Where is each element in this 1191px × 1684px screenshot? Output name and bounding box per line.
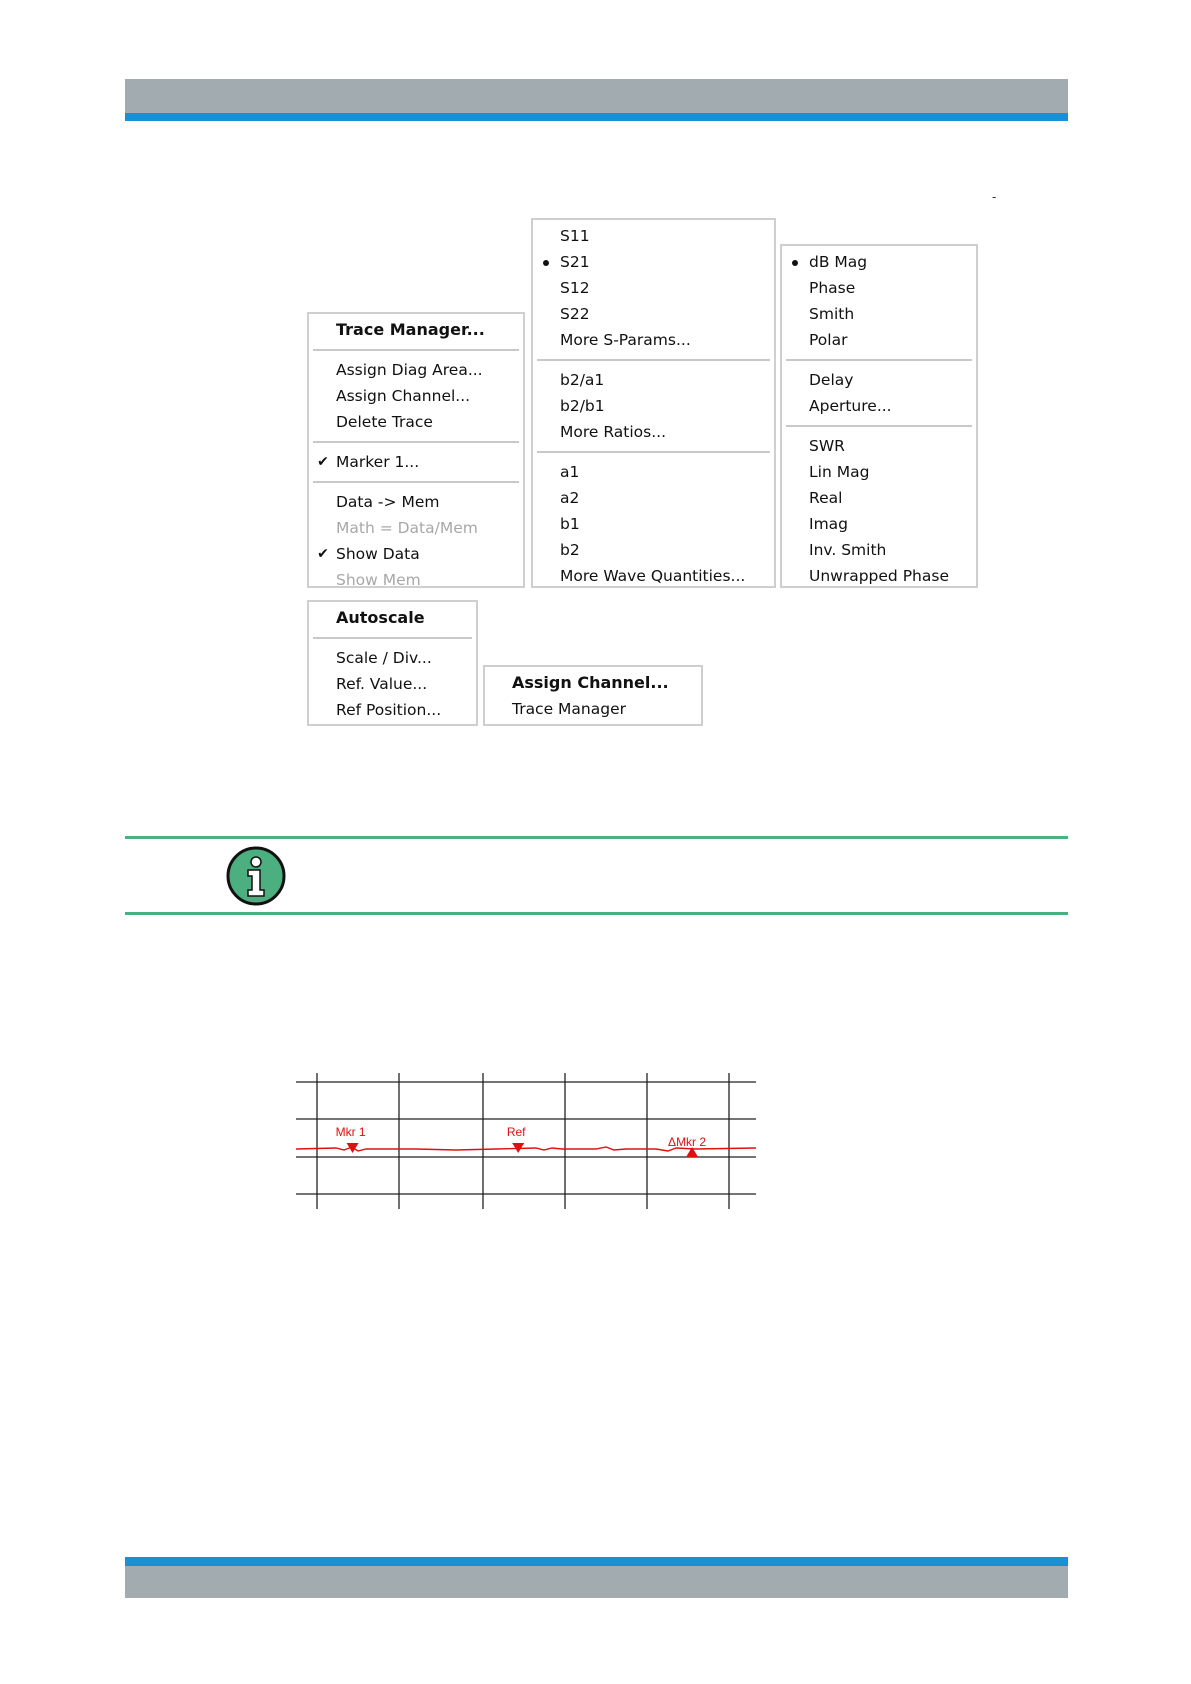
trace-menu-item-label: Marker 1... <box>336 453 420 471</box>
measure-menu-item-label: b2/b1 <box>560 397 605 415</box>
channel-context-menu <box>483 665 703 726</box>
scale-context-menu <box>307 600 478 726</box>
marker-trace-diagram <box>296 1073 756 1209</box>
trace-menu-item-show-mem <box>309 567 523 593</box>
trace-menu-item-label: Trace Manager... <box>336 320 485 339</box>
checkmark-icon: ✔ <box>317 454 329 470</box>
radio-bullet-icon <box>543 260 549 266</box>
scale-menu-item-ref-value[interactable] <box>309 671 476 697</box>
measure-menu-item-a1[interactable] <box>533 459 774 485</box>
measure-menu-item-s12[interactable] <box>533 275 774 301</box>
measure-menu-item-label: More S-Params... <box>560 331 691 349</box>
measure-menu-item-b2[interactable] <box>533 537 774 563</box>
format-menu-item-imag[interactable] <box>782 511 976 537</box>
measure-menu-item-label: S12 <box>560 279 590 297</box>
scale-menu-item-autoscale[interactable] <box>309 605 476 631</box>
format-menu-item-unwrapped-phase[interactable] <box>782 563 976 589</box>
measure-menu-item-s22[interactable] <box>533 301 774 327</box>
trace-menu-item-label: Show Data <box>336 545 420 563</box>
measure-menu-item-label: b1 <box>560 515 580 533</box>
trace-menu-separator <box>313 349 519 351</box>
format-menu-item-label: Delay <box>809 371 854 389</box>
trace-menu-item-label: Data -> Mem <box>336 493 440 511</box>
trace-context-menu <box>307 312 525 588</box>
marker-label-mkr-1: Mkr 1 <box>335 1125 366 1139</box>
measure-menu-separator <box>537 359 770 361</box>
radio-bullet-icon <box>792 260 798 266</box>
scale-menu-item-label: Autoscale <box>336 608 425 627</box>
trace-menu-separator <box>313 441 519 443</box>
channel-menu-item-assign-channel[interactable] <box>485 670 701 696</box>
measure-menu-item-label: b2 <box>560 541 580 559</box>
measure-menu-item-s11[interactable] <box>533 223 774 249</box>
format-menu-item-label: Unwrapped Phase <box>809 567 949 585</box>
format-menu-item-label: SWR <box>809 437 845 455</box>
measure-menu-item-s21[interactable] <box>533 249 774 275</box>
trace-menu-item-delete-trace[interactable] <box>309 409 523 435</box>
trace-menu-separator <box>313 481 519 483</box>
trace-menu-item-assign-channel[interactable] <box>309 383 523 409</box>
channel-menu-item-label: Trace Manager <box>512 700 626 718</box>
format-menu-item-phase[interactable] <box>782 275 976 301</box>
trace-menu-item-label: Assign Diag Area... <box>336 361 483 379</box>
trace-menu-item-math-data-mem <box>309 515 523 541</box>
format-menu-item-delay[interactable] <box>782 367 976 393</box>
scale-menu-item-label: Scale / Div... <box>336 649 432 667</box>
channel-menu-item-trace-manager[interactable] <box>485 696 701 722</box>
measure-menu-item-label: b2/a1 <box>560 371 605 389</box>
trace-menu-item-trace-manager[interactable] <box>309 317 523 343</box>
format-submenu <box>780 244 978 588</box>
measure-menu-item-label: S21 <box>560 253 590 271</box>
scale-menu-item-label: Ref. Value... <box>336 675 428 693</box>
measure-menu-item-more-wave-quantities[interactable] <box>533 563 774 589</box>
trace-menu-item-label: Delete Trace <box>336 413 433 431</box>
format-menu-item-label: Phase <box>809 279 856 297</box>
format-menu-item-label: Inv. Smith <box>809 541 887 559</box>
measure-menu-item-label: S22 <box>560 305 590 323</box>
trace-menu-item-assign-diag-area[interactable] <box>309 357 523 383</box>
trace-menu-item-marker-1[interactable] <box>309 449 523 475</box>
header-gray-band <box>125 79 1068 113</box>
format-menu-item-polar[interactable] <box>782 327 976 353</box>
trace-menu-item-show-data[interactable] <box>309 541 523 567</box>
measure-submenu <box>531 218 776 588</box>
channel-menu-item-label: Assign Channel... <box>512 673 669 692</box>
info-icon <box>226 846 286 906</box>
measure-menu-item-b1[interactable] <box>533 511 774 537</box>
scale-menu-item-ref-position[interactable] <box>309 697 476 723</box>
format-menu-item-label: Aperture... <box>809 397 892 415</box>
measure-menu-item-label: a1 <box>560 463 580 481</box>
measure-menu-item-b2-a1[interactable] <box>533 367 774 393</box>
trace-menu-item-label: Math = Data/Mem <box>336 519 478 537</box>
trace-menu-item-data-mem[interactable] <box>309 489 523 515</box>
format-menu-item-label: Polar <box>809 331 848 349</box>
header-mark: - <box>992 190 997 204</box>
scale-menu-item-label: Ref Position... <box>336 701 442 719</box>
format-menu-item-db-mag[interactable] <box>782 249 976 275</box>
trace-menu-item-label: Show Mem <box>336 571 421 589</box>
note-bottom-rule <box>125 912 1068 915</box>
marker-label-ref: Ref <box>506 1125 526 1139</box>
footer-gray-band <box>125 1566 1068 1598</box>
format-menu-item-real[interactable] <box>782 485 976 511</box>
measure-menu-item-label: More Wave Quantities... <box>560 567 746 585</box>
trace-menu-item-label: Assign Channel... <box>336 387 471 405</box>
measure-menu-item-label: S11 <box>560 227 590 245</box>
scale-menu-separator <box>313 637 472 639</box>
checkmark-icon: ✔ <box>317 546 329 562</box>
format-menu-separator <box>786 425 972 427</box>
measure-menu-item-more-ratios[interactable] <box>533 419 774 445</box>
marker-label-mkr-2: ΔMkr 2 <box>668 1135 707 1149</box>
format-menu-item-aperture[interactable] <box>782 393 976 419</box>
format-menu-item-label: Smith <box>809 305 855 323</box>
footer-blue-band <box>125 1557 1068 1566</box>
measure-menu-separator <box>537 451 770 453</box>
scale-menu-item-scale-div[interactable] <box>309 645 476 671</box>
measure-menu-item-a2[interactable] <box>533 485 774 511</box>
format-menu-item-label: Lin Mag <box>809 463 870 481</box>
format-menu-item-lin-mag[interactable] <box>782 459 976 485</box>
format-menu-item-label: dB Mag <box>809 253 868 271</box>
format-menu-item-swr[interactable] <box>782 433 976 459</box>
format-menu-item-label: Imag <box>809 515 849 533</box>
measure-menu-item-b2-b1[interactable] <box>533 393 774 419</box>
note-top-rule <box>125 836 1068 839</box>
format-menu-item-smith[interactable] <box>782 301 976 327</box>
measure-menu-item-label: More Ratios... <box>560 423 667 441</box>
format-menu-item-inv-smith[interactable] <box>782 537 976 563</box>
format-menu-item-label: Real <box>809 489 843 507</box>
measure-menu-item-more-s-params[interactable] <box>533 327 774 353</box>
header-blue-band <box>125 113 1068 121</box>
format-menu-separator <box>786 359 972 361</box>
measure-menu-item-label: a2 <box>560 489 580 507</box>
